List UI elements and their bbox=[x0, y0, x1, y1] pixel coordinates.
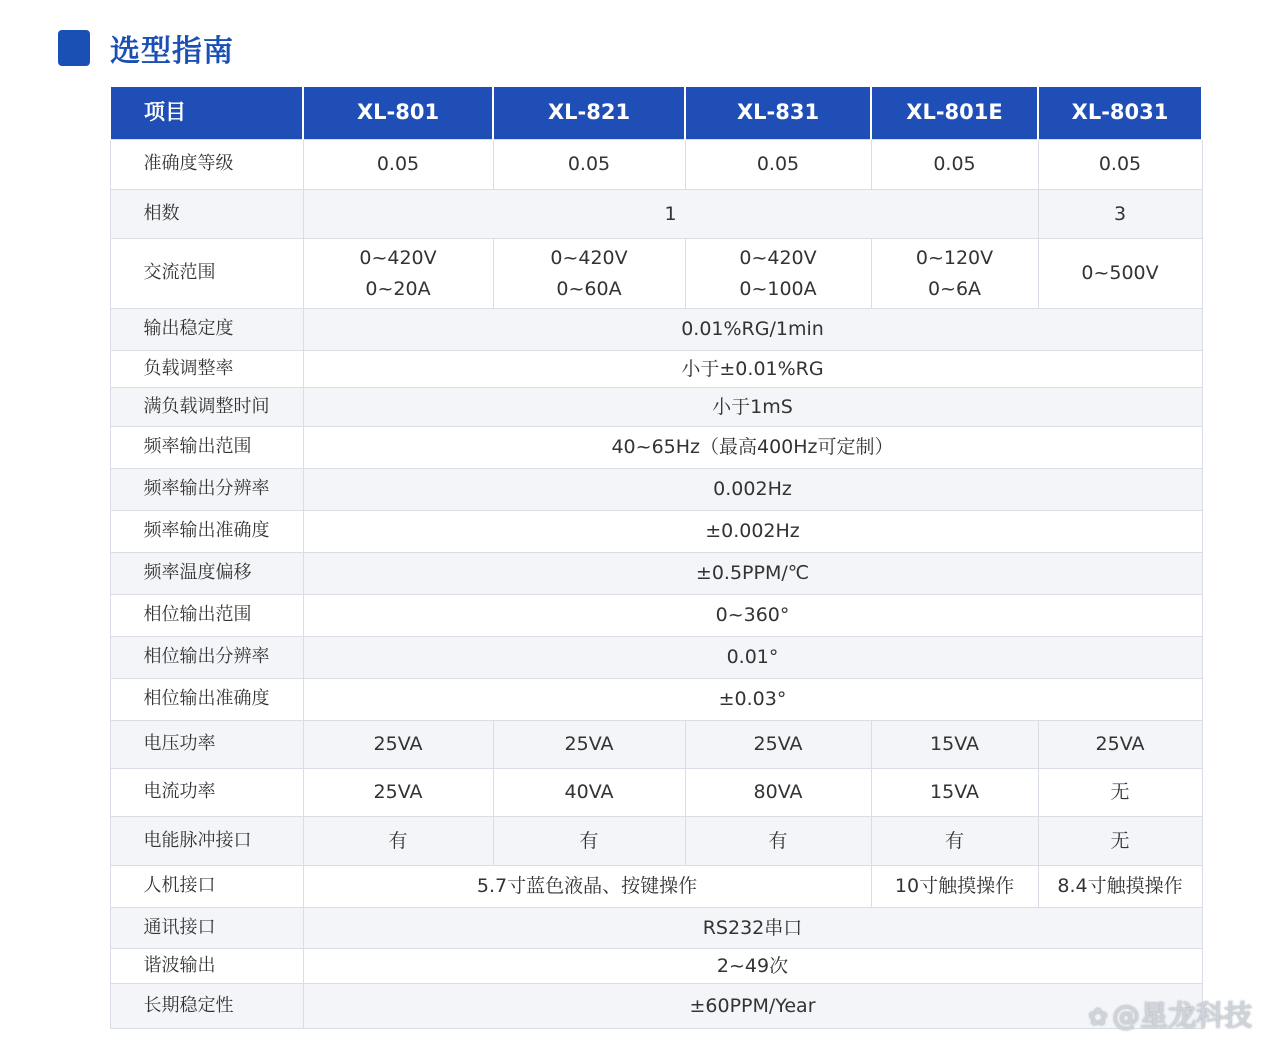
table-cell: ±0.002Hz bbox=[303, 511, 1202, 553]
table-cell: 15VA bbox=[871, 769, 1038, 817]
table-cell: 25VA bbox=[685, 721, 871, 769]
table-row bbox=[110, 769, 1202, 817]
table-cell: 3 bbox=[1038, 190, 1202, 239]
table-cell: 0~360° bbox=[303, 595, 1202, 637]
row-label: 频率输出范围 bbox=[110, 427, 303, 469]
row-label: 电流功率 bbox=[110, 769, 303, 817]
header-cell-model: XL-801E bbox=[871, 87, 1038, 140]
table-row bbox=[110, 469, 1202, 511]
table-cell: 0.05 bbox=[303, 140, 493, 190]
header-cell-model: XL-8031 bbox=[1038, 87, 1202, 140]
table-cell: 0.05 bbox=[1038, 140, 1202, 190]
row-label: 输出稳定度 bbox=[110, 309, 303, 351]
table-cell: 0.05 bbox=[871, 140, 1038, 190]
title-block-icon bbox=[58, 30, 90, 66]
table-row bbox=[110, 140, 1202, 190]
header-row bbox=[110, 87, 1202, 140]
table-row bbox=[110, 190, 1202, 239]
table-header bbox=[110, 87, 1202, 140]
page-title: 选型指南 bbox=[110, 34, 234, 69]
table-row bbox=[110, 553, 1202, 595]
table-cell: 0~500V bbox=[1038, 239, 1202, 309]
table-cell: 0.05 bbox=[685, 140, 871, 190]
table-cell: ±60PPM/Year bbox=[303, 984, 1202, 1029]
header-cell-model: XL-831 bbox=[685, 87, 871, 140]
paw-icon: ✿ bbox=[1087, 1003, 1108, 1031]
row-label: 相数 bbox=[110, 190, 303, 239]
table-cell: 有 bbox=[685, 817, 871, 866]
table-row bbox=[110, 351, 1202, 388]
table-cell: 0~120V 0~6A bbox=[871, 239, 1038, 309]
table-cell: 25VA bbox=[493, 721, 685, 769]
row-label: 相位输出准确度 bbox=[110, 679, 303, 721]
row-label: 满负载调整时间 bbox=[110, 388, 303, 427]
table-row bbox=[110, 721, 1202, 769]
table-cell: 5.7寸蓝色液晶、按键操作 bbox=[303, 866, 871, 908]
table-cell: 80VA bbox=[685, 769, 871, 817]
table-cell: 25VA bbox=[303, 769, 493, 817]
row-label: 频率输出分辨率 bbox=[110, 469, 303, 511]
row-label: 准确度等级 bbox=[110, 140, 303, 190]
row-label: 相位输出分辨率 bbox=[110, 637, 303, 679]
table-cell: 小于±0.01%RG bbox=[303, 351, 1202, 388]
table-row bbox=[110, 817, 1202, 866]
table-cell: 25VA bbox=[303, 721, 493, 769]
table-cell: 0~420V 0~100A bbox=[685, 239, 871, 309]
table-row bbox=[110, 637, 1202, 679]
table-row bbox=[110, 427, 1202, 469]
table-cell: ±0.5PPM/℃ bbox=[303, 553, 1202, 595]
table-cell: 1 bbox=[303, 190, 1038, 239]
row-label: 相位输出范围 bbox=[110, 595, 303, 637]
table-row bbox=[110, 595, 1202, 637]
table-cell: 0~420V 0~20A bbox=[303, 239, 493, 309]
table-cell: 10寸触摸操作 bbox=[871, 866, 1038, 908]
table-cell: 小于1mS bbox=[303, 388, 1202, 427]
row-label: 频率温度偏移 bbox=[110, 553, 303, 595]
table-cell: 0.002Hz bbox=[303, 469, 1202, 511]
row-label: 负载调整率 bbox=[110, 351, 303, 388]
header-cell-item: 项目 bbox=[110, 87, 303, 140]
row-label: 频率输出准确度 bbox=[110, 511, 303, 553]
table-cell: 8.4寸触摸操作 bbox=[1038, 866, 1202, 908]
row-label: 谐波输出 bbox=[110, 949, 303, 984]
table-row bbox=[110, 309, 1202, 351]
table-cell: 无 bbox=[1038, 769, 1202, 817]
table-cell: ±0.03° bbox=[303, 679, 1202, 721]
table-cell: 无 bbox=[1038, 817, 1202, 866]
table-row bbox=[110, 511, 1202, 553]
row-label: 人机接口 bbox=[110, 866, 303, 908]
table-row bbox=[110, 679, 1202, 721]
spec-table bbox=[109, 87, 1203, 1029]
header-cell-model: XL-801 bbox=[303, 87, 493, 140]
table-cell: 0.01%RG/1min bbox=[303, 309, 1202, 351]
table-cell: 有 bbox=[303, 817, 493, 866]
row-label: 电压功率 bbox=[110, 721, 303, 769]
row-label: 通讯接口 bbox=[110, 908, 303, 949]
table-row bbox=[110, 908, 1202, 949]
table-body bbox=[110, 140, 1202, 1029]
table-cell: 有 bbox=[871, 817, 1038, 866]
table-row bbox=[110, 984, 1202, 1029]
table-cell: 25VA bbox=[1038, 721, 1202, 769]
table-cell: RS232串口 bbox=[303, 908, 1202, 949]
row-label: 长期稳定性 bbox=[110, 984, 303, 1029]
table-cell: 40VA bbox=[493, 769, 685, 817]
row-label: 交流范围 bbox=[110, 239, 303, 309]
watermark bbox=[1088, 994, 1252, 1034]
table-cell: 2~49次 bbox=[303, 949, 1202, 984]
table-cell: 0.01° bbox=[303, 637, 1202, 679]
row-label: 电能脉冲接口 bbox=[110, 817, 303, 866]
table-cell: 40~65Hz（最高400Hz可定制） bbox=[303, 427, 1202, 469]
table-row bbox=[110, 388, 1202, 427]
table-row bbox=[110, 866, 1202, 908]
table-cell: 有 bbox=[493, 817, 685, 866]
header-cell-model: XL-821 bbox=[493, 87, 685, 140]
table-cell: 15VA bbox=[871, 721, 1038, 769]
table-row bbox=[110, 949, 1202, 984]
watermark-text: @星龙科技 bbox=[1111, 999, 1252, 1032]
table-row bbox=[110, 239, 1202, 309]
table-cell: 0~420V 0~60A bbox=[493, 239, 685, 309]
table-cell: 0.05 bbox=[493, 140, 685, 190]
